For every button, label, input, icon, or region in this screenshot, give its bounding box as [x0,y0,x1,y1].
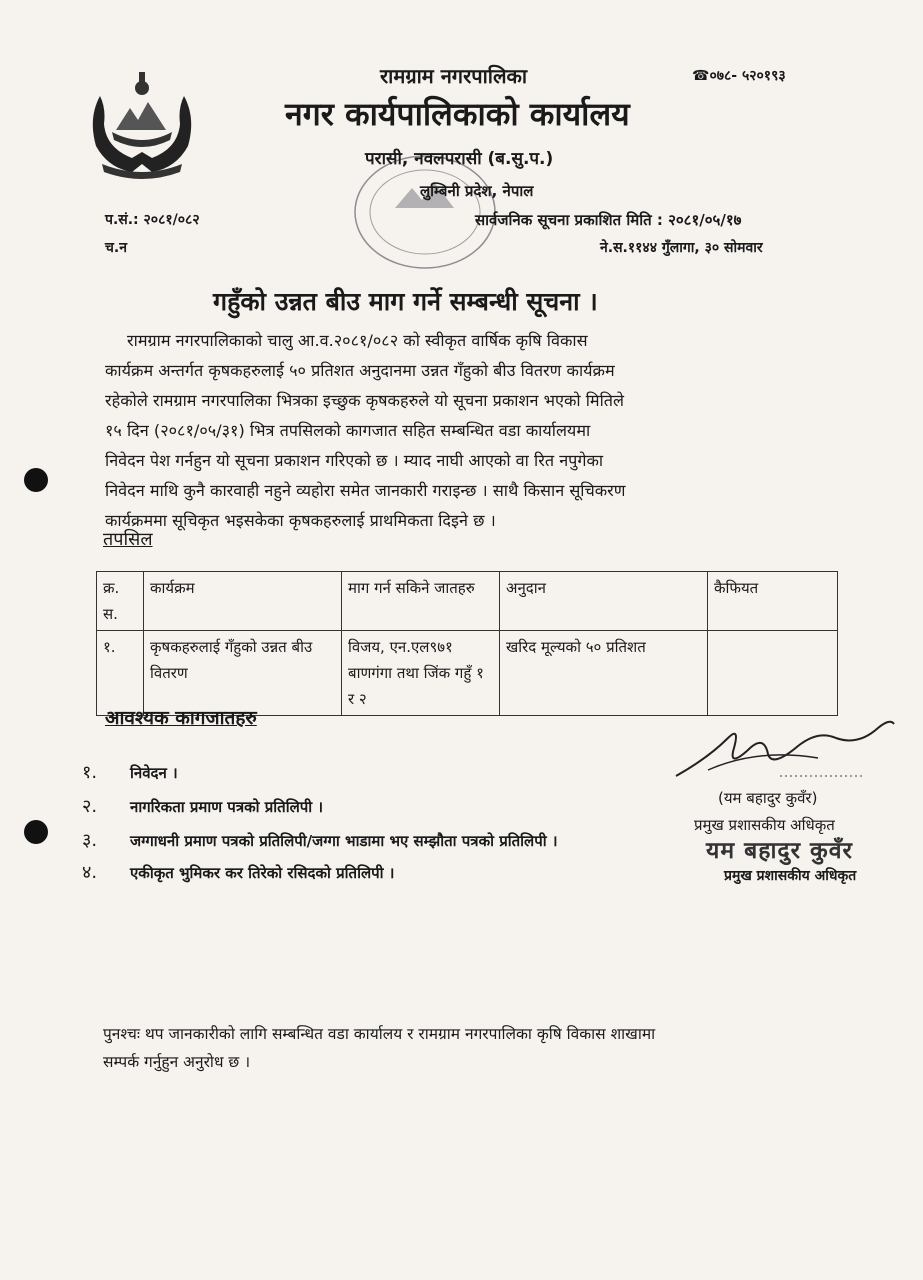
municipality-name: रामग्राम नगरपालिका [380,64,528,88]
body-line: कार्यक्रम अन्तर्गत कृषकहरुलाई ५० प्रतिशत अनुदानमा उन्नत गँहुको बीउ वितरण कार्यक्रम [105,361,615,380]
body-line: रामग्राम नगरपालिकाको चालु आ.व.२०८१/०८२ को स्वीकृत वार्षिक कृषि विकास [127,331,588,350]
list-item [82,760,178,784]
table-cell: विजय, एन.एल९७१ बाणगंगा तथा जिंक गहुँ १ र २ [342,631,500,716]
schedule-heading: तपसिल [103,529,153,550]
list-item-number: २. [82,796,98,817]
body-line: निवेदन माथि कुनै कारवाही नहुने व्यहोरा समेत जानकारी गराइन्छ । साथै किसान सूचिकरण [105,481,626,500]
body-line: रहेकोले रामग्राम नगरपालिका भित्रका इच्छुक कृषकहरुले यो सूचना प्रकाशन भएको मितिले [105,391,624,410]
table-header-row [97,572,838,631]
signatory-name: (यम बहादुर कुवँर) [718,789,818,807]
table-row [97,631,838,716]
notice-body [105,326,840,536]
table-cell [708,631,838,716]
signatory-stamp-name: यम बहादुर कुवँर [706,838,853,864]
challan-number: च.न [105,240,127,256]
body-line: कार्यक्रममा सूचिकृत भइसकेका कृषकहरुलाई प्राथमिकता दिइने छ । [105,511,496,530]
signatory-title: प्रमुख प्रशासकीय अधिकृत [694,816,835,834]
list-item-text: नागरिकता प्रमाण पत्रको प्रतिलिपी । [130,798,324,816]
list-item-text: एकीकृत भुमिकर कर तिरेको रसिदको प्रतिलिपी । [130,864,395,882]
office-province: लुम्बिनी प्रदेश, नेपाल [420,182,534,200]
body-line: निवेदन पेश गर्नहुन यो सूचना प्रकाशन गरिएको छ । म्याद नाघी आएको वा रित नपुगेका [105,451,604,470]
office-title: नगर कार्यपालिकाको कार्यालय [285,95,630,133]
header-cell: कार्यक्रम [144,572,342,631]
handwritten-signature [668,708,903,783]
list-item [82,794,323,818]
seed-schedule-table [96,571,838,716]
nepal-sambat-date: ने.स.११४४ गुँलागा, ३० सोमवार [600,240,763,256]
punch-hole [24,820,48,844]
table-cell: कृषकहरुलाई गँहुको उन्नत बीउ वितरण [144,631,342,716]
list-item-number: ३. [82,830,98,851]
postscript-line: पुनश्चः थप जानकारीको लागि सम्बन्धित वडा कार्यालय र रामग्राम नगरपालिका कृषि विकास शाखामा [103,1025,656,1043]
list-item-text: निवेदन । [130,764,178,782]
signatory-stamp-title: प्रमुख प्रशासकीय अधिकृत [724,868,857,884]
body-line: १५ दिन (२०८१/०५/३१) भित्र तपसिलको कागजात सहित सम्बन्धित वडा कार्यालयमा [105,421,591,440]
publish-date: सार्वजनिक सूचना प्रकाशित मिति : २०८१/०५/१७ [475,211,742,229]
list-item [82,860,394,884]
table-cell: खरिद मूल्यको ५० प्रतिशत [500,631,708,716]
header-cell: क्र. स. [97,572,144,631]
postscript [103,1020,863,1076]
reference-number: प.सं.: २०८१/०८२ [105,212,200,228]
postscript-line: सम्पर्क गर्नुहुन अनुरोध छ । [103,1053,251,1071]
header-cell: अनुदान [500,572,708,631]
table-cell: १. [97,631,144,716]
punch-hole [24,468,48,492]
documents-heading: आवश्यक कागजातहरु [105,707,257,729]
office-address: परासी, नवलपरासी (ब.सु.प.) [365,149,554,169]
list-item-number: ४. [82,862,98,883]
header-cell: माग गर्न सकिने जातहरु [342,572,500,631]
list-item [82,828,558,852]
list-item-number: १. [82,762,98,783]
header-cell: कैफियत [708,572,838,631]
notice-title: गहुँको उन्नत बीउ माग गर्ने सम्बन्धी सूचना । [213,287,598,316]
nepal-emblem-logo [82,68,202,180]
list-item-text: जग्गाधनी प्रमाण पत्रको प्रतिलिपी/जग्गा भाडामा भए सम्झौता पत्रको प्रतिलिपी । [130,832,558,850]
phone-number: ☎०७८- ५२०१९३ [692,68,786,84]
